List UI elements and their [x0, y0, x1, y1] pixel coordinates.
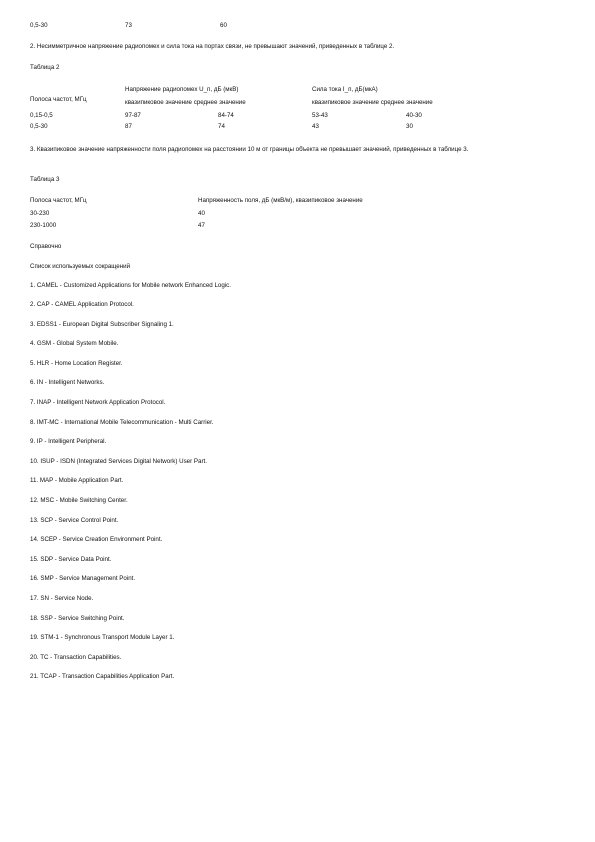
table-2-row-1-voltage-qp: 97-87 — [125, 112, 141, 119]
table-2-header-voltage: Напряжение радиопомех U_п, дБ (мкВ) — [125, 86, 239, 93]
table-row-continuation-freq: 0,5-30 — [30, 22, 48, 29]
table-2-row-2-current-qp: 43 — [312, 123, 319, 130]
list-item: 12. MSC - Mobile Switching Center. — [30, 497, 128, 504]
list-item: 18. SSP - Service Switching Point. — [30, 615, 125, 622]
list-item: 17. SN - Service Node. — [30, 595, 94, 602]
table-2-row-1-current-avg: 40-30 — [406, 112, 422, 119]
table-3-header-freq: Полоса частот, МГц — [30, 197, 87, 204]
list-item: 13. SCP - Service Control Point. — [30, 517, 119, 524]
table-2-row-1-voltage-avg: 84-74 — [218, 112, 234, 119]
list-item: 10. ISUP - ISDN (Integrated Services Digital Network) User Part. — [30, 458, 207, 465]
list-item: 8. IMT-MC - International Mobile Telecommunication - Multi Carrier. — [30, 419, 214, 426]
list-item: 14. SCEP - Service Creation Environment Point. — [30, 536, 163, 543]
list-item: 19. STM-1 - Synchronous Transport Module Layer 1. — [30, 634, 175, 641]
paragraph-item-2: 2. Несимметричное напряжение радиопомех и сила тока на портах связи, не превышают значений, приведенных в таблице 2. — [30, 43, 395, 50]
table-2-header-current: Сила тока I_п, дБ(мкА) — [312, 86, 378, 93]
table-row-continuation-value-1: 73 — [125, 22, 132, 29]
table-2-subheader-current: квазипиковое значение среднее значение — [312, 99, 433, 106]
table-2-row-2-current-avg: 30 — [406, 123, 413, 130]
list-item: 6. IN - Intelligent Networks. — [30, 379, 105, 386]
table-2-subheader-voltage: квазипиковое значение среднее значение — [125, 99, 246, 106]
list-item: 16. SMP - Service Management Point. — [30, 575, 136, 582]
list-item: 7. INAP - Intelligent Network Application Protocol. — [30, 399, 166, 406]
list-item: 21. TCAP - Transaction Capabilities Application Part. — [30, 673, 175, 680]
table-row-continuation-value-2: 60 — [220, 22, 227, 29]
table-3-row-1-value: 40 — [198, 210, 205, 217]
abbreviations-title: Список используемых сокращений — [30, 263, 131, 270]
list-item: 20. TC - Transaction Capabilities. — [30, 654, 122, 661]
paragraph-item-3: 3. Квазипиковое значение напряженности поля радиопомех на расстоянии 10 м от границы объекта не превышает значений, приведенных в таблице 3. — [30, 146, 469, 153]
table-2-row-1-current-qp: 53-43 — [312, 112, 328, 119]
table-2-row-2-voltage-avg: 74 — [218, 123, 225, 130]
reference-label: Справочно — [30, 243, 62, 250]
list-item: 11. MAP - Mobile Application Part. — [30, 477, 124, 484]
list-item: 1. CAMEL - Customized Applications for Mobile network Enhanced Logic. — [30, 282, 231, 289]
list-item: 5. HLR - Home Location Register. — [30, 360, 123, 367]
table-3-caption: Таблица 3 — [30, 176, 60, 183]
table-3-row-2-value: 47 — [198, 222, 205, 229]
list-item: 2. CAP - CAMEL Application Protocol. — [30, 301, 134, 308]
table-3-header-field: Напряженность поля, дБ (мкВ/м), квазипиковое значение — [198, 197, 363, 204]
table-2-caption: Таблица 2 — [30, 64, 60, 71]
table-2-row-2-freq: 0,5-30 — [30, 123, 48, 130]
table-2-header-freq: Полоса частот, МГц — [30, 96, 87, 103]
list-item: 3. EDSS1 - European Digital Subscriber Signaling 1. — [30, 321, 174, 328]
list-item: 9. IP - Intelligent Peripheral. — [30, 438, 107, 445]
table-3-row-1-freq: 30-230 — [30, 210, 50, 217]
list-item: 4. GSM - Global System Mobile. — [30, 340, 119, 347]
table-2-row-2-voltage-qp: 87 — [125, 123, 132, 130]
table-3-row-2-freq: 230-1000 — [30, 222, 57, 229]
list-item: 15. SDP - Service Data Point. — [30, 556, 112, 563]
table-2-row-1-freq: 0,15-0,5 — [30, 112, 53, 119]
